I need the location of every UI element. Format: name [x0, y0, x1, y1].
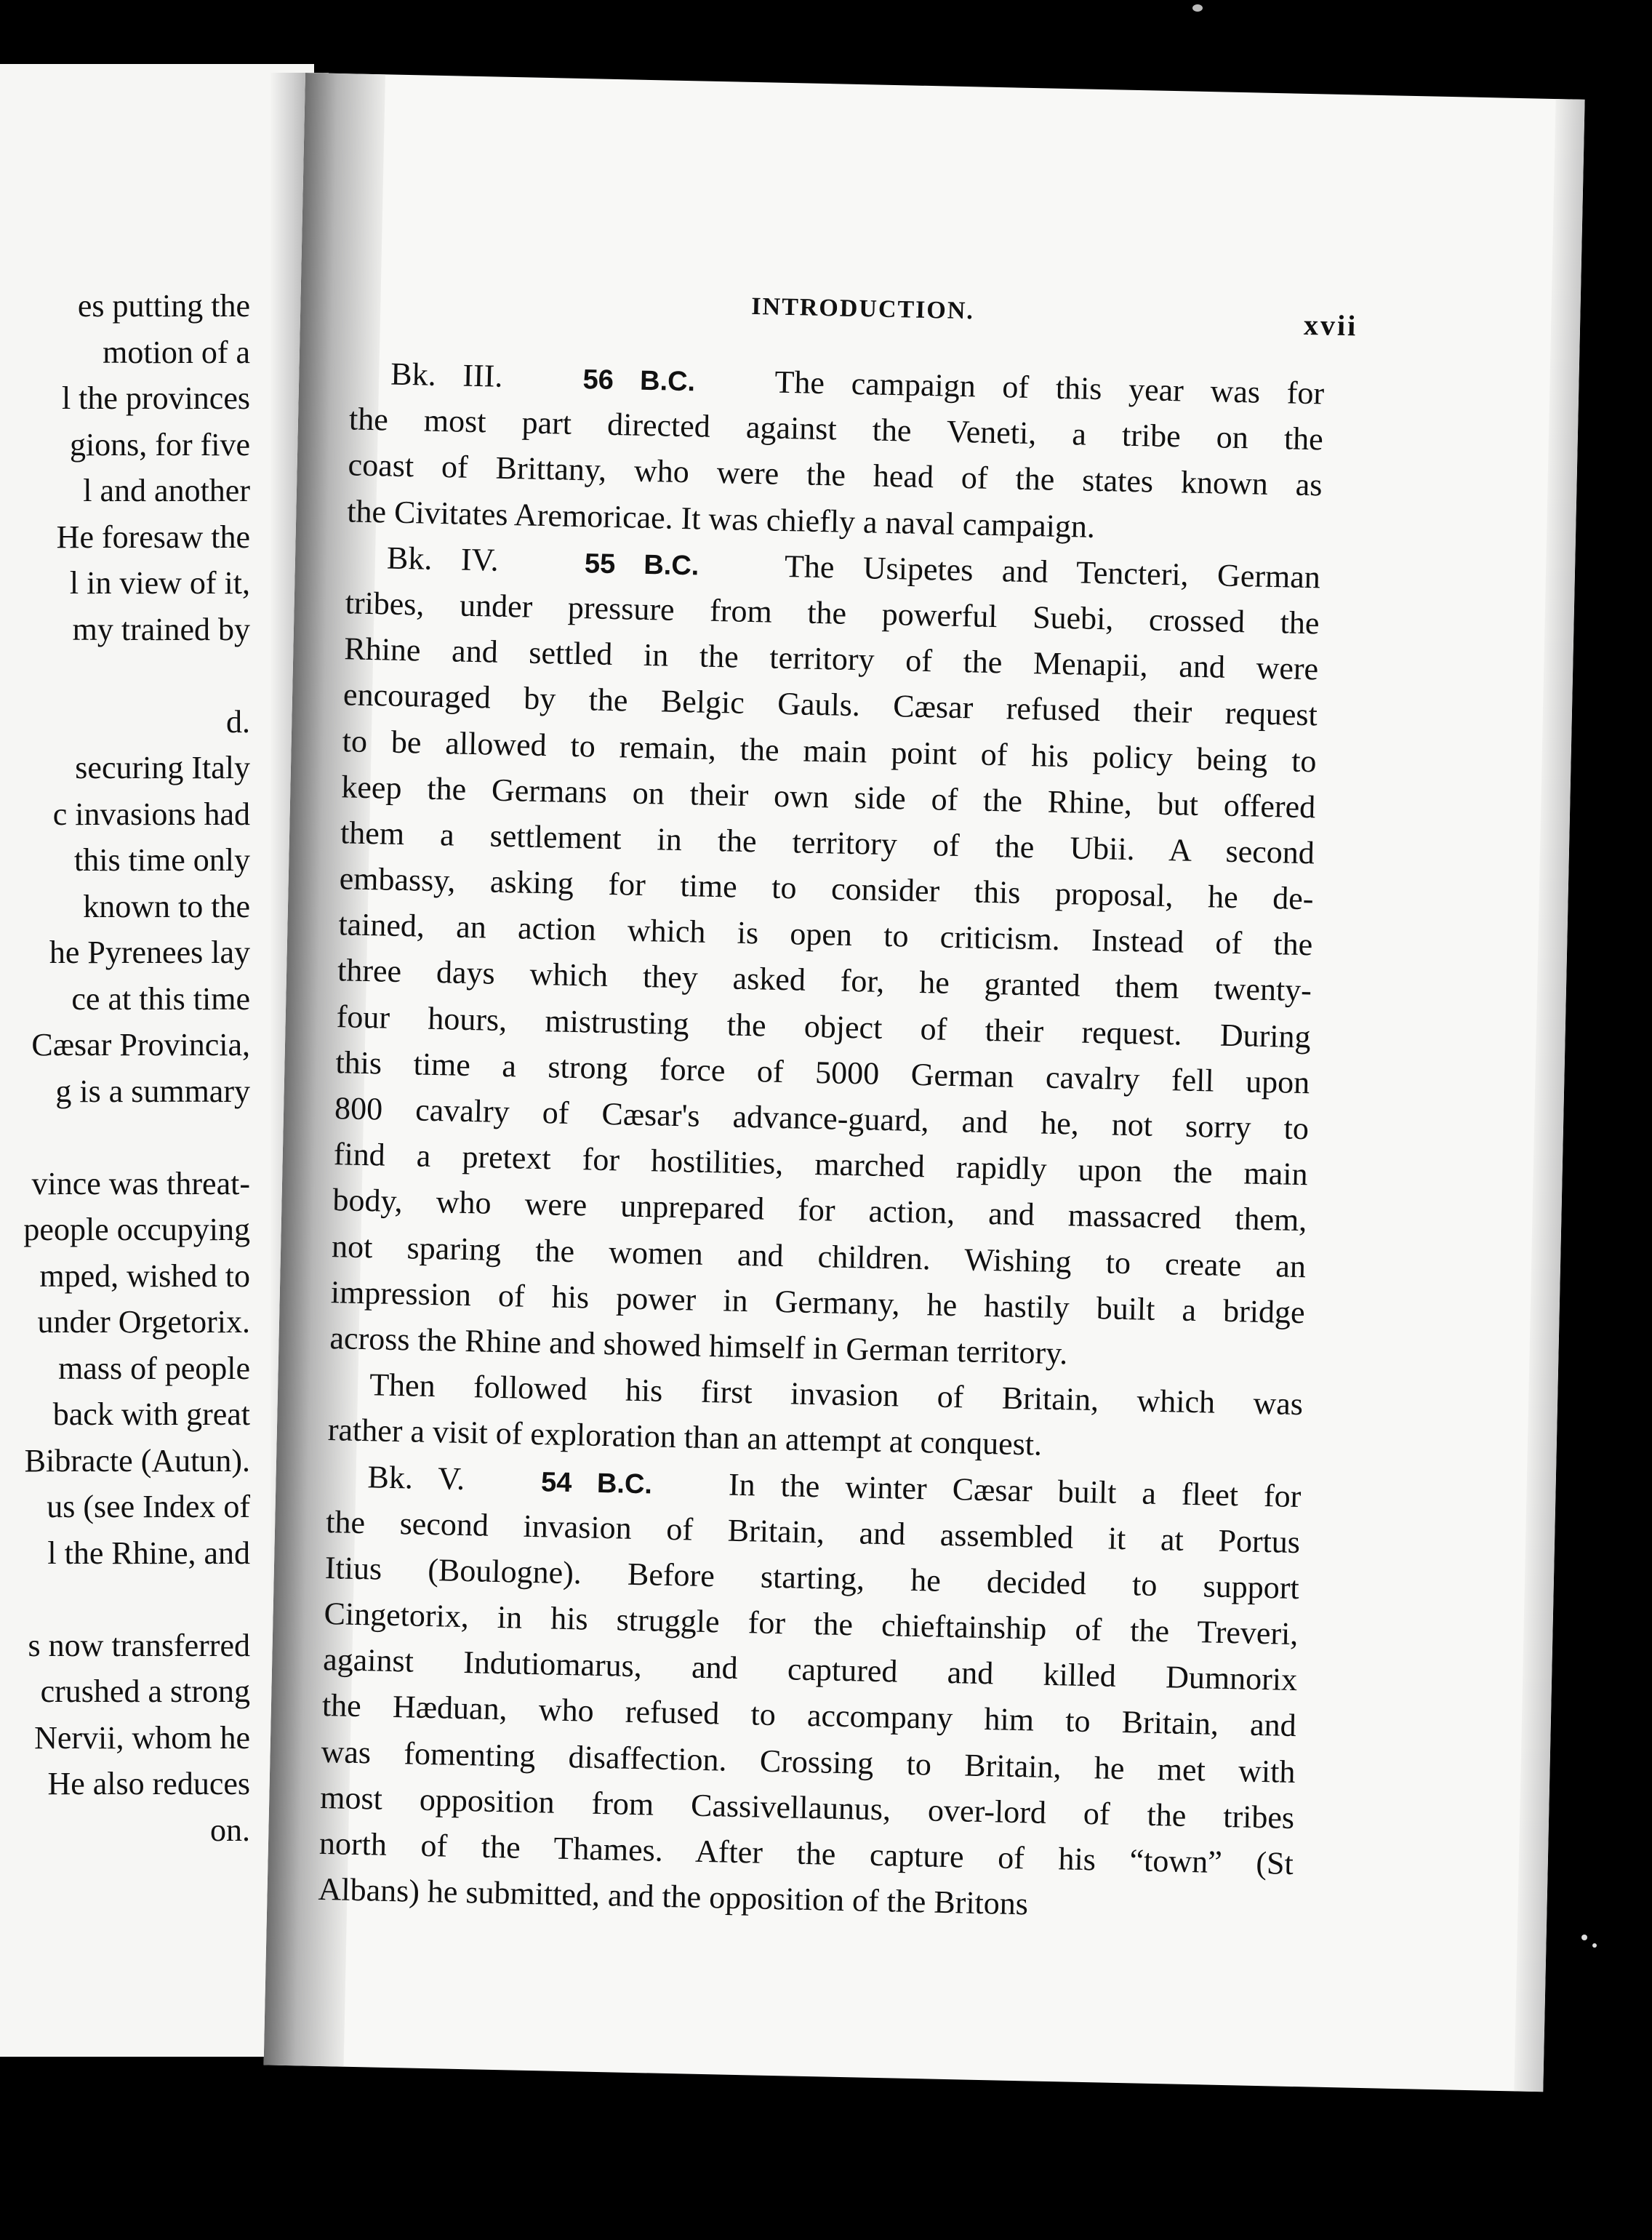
text-line: them a settlement in the territory of the Ubii. A second [340, 815, 1315, 871]
left-page-line: vince was threat- [31, 1165, 250, 1201]
text-line: the second invasion of Britain, and assembled it at Portus [325, 1503, 1301, 1560]
text-line: across the Rhine and showed himself in German territory. [329, 1320, 1068, 1372]
text-line: Cingetorix, in his struggle for the chieftainship of the Treveri, [324, 1596, 1299, 1652]
left-page-line: this time only [74, 842, 250, 878]
left-page-line: l and another [83, 473, 250, 508]
left-page-line: mass of people [58, 1350, 250, 1386]
left-page-line: he Pyrenees lay [49, 935, 250, 970]
text-line: most opposition from Cassivellaunus, over-lord of the tribes [319, 1779, 1295, 1836]
text-line: against Indutiomarus, and captured and killed Dumnorix [322, 1641, 1298, 1698]
text-line: tained, an action which is open to criticism. Instead of the [337, 906, 1313, 963]
left-page-line: l the provinces [61, 380, 250, 416]
date-marker: 56 B.C. [582, 364, 696, 398]
text-line: rather a visit of exploration than an attempt at conquest. [327, 1412, 1043, 1463]
body-text [318, 350, 1325, 1932]
running-head [751, 292, 1537, 343]
text-line: body, who were unprepared for action, and massacred them, [332, 1182, 1307, 1239]
date-marker: 54 B.C. [540, 1466, 653, 1500]
text-line: keep the Germans on their own side of the Rhine, but offered [340, 768, 1316, 825]
text-line: find a pretext for hostilities, marched rapidly upon the main [333, 1136, 1309, 1193]
text-line: Albans) he submitted, and the opposition of the Britons [318, 1871, 1029, 1922]
left-page [0, 64, 314, 2057]
left-page-line: under Orgetorix. [37, 1304, 250, 1340]
left-page-line: Bibracte (Autun). [24, 1442, 250, 1479]
left-page-line: crushed a strong [40, 1673, 250, 1709]
text-line: was fomenting disaffection. Crossing to Britain, he met with [321, 1733, 1296, 1790]
text-line: north of the Thames. After the capture of his “town” (St [318, 1825, 1294, 1881]
left-page-line: g is a summary [55, 1073, 250, 1109]
scan-speck [1581, 1935, 1587, 1940]
left-page-line: my trained by [72, 611, 250, 647]
text-line: 800 cavalry of Cæsar's advance-guard, and he, not sorry to [334, 1090, 1310, 1147]
scan-speck [1192, 4, 1203, 12]
text-line: the Hæduan, who refused to accompany him to Britain, and [321, 1687, 1297, 1744]
text-line: Then followed his first invasion of Britain, which was [369, 1367, 1304, 1423]
left-page-line: back with great [52, 1396, 250, 1432]
left-page-line: Cæsar Provincia, [31, 1027, 250, 1063]
line-text: The campaign of this year was for [774, 364, 1325, 412]
text-line: four hours, mistrusting the object of their request. During [336, 998, 1312, 1055]
right-page [264, 73, 1585, 2092]
left-page-line: s now transferred [28, 1627, 250, 1663]
text-line: the Civitates Aremoricae. It was chiefly a naval campaign. [346, 492, 1096, 545]
text-line: three days which they asked for, he granted them twenty- [337, 952, 1312, 1009]
left-page-line: ce at this time [71, 980, 250, 1017]
left-page-line: es putting the [77, 288, 250, 324]
left-page-line: He also reduces [47, 1766, 250, 1801]
scan-speck [1592, 1943, 1597, 1948]
left-page-line: c invasions had [52, 796, 250, 832]
text-line: coast of Brittany, who were the head of the states known as [348, 447, 1323, 503]
book-marker: Bk. IV. [386, 540, 500, 578]
book-marker: Bk. III. [390, 356, 503, 394]
line-text: The Usipetes and Tencteri, German [784, 548, 1321, 596]
text-line: tribes, under pressure from the powerful Suebi, crossed the [345, 585, 1320, 641]
left-page-line: mped, wished to [39, 1257, 250, 1294]
left-page-line: He foresaw the [56, 519, 250, 555]
left-page-line: people occupying [23, 1212, 250, 1247]
left-page-line: known to the [83, 888, 250, 924]
right-page-edge [1514, 99, 1584, 2092]
left-page-line: l the Rhine, and [47, 1535, 250, 1571]
running-title: INTRODUCTION. [751, 292, 975, 325]
left-page-line: motion of a [103, 334, 250, 370]
text-line: not sparing the women and children. Wishing to create an [331, 1228, 1307, 1284]
text-line: embassy, asking for time to consider this proposal, he de- [339, 860, 1315, 917]
text-line: the most part directed against the Veneti, a tribe on the [348, 401, 1324, 457]
left-page-line: Nervii, whom he [34, 1719, 250, 1756]
text-line: Itius (Boulogne). Before starting, he decided to support [324, 1549, 1300, 1606]
text-line: encouraged by the Belgic Gauls. Cæsar refused their request [342, 676, 1318, 733]
text-line: to be allowed to remain, the main point of his policy being to [342, 722, 1317, 779]
text-line: Rhine and settled in the territory of the Menapii, and were [343, 631, 1319, 687]
book-marker: Bk. V. [367, 1458, 465, 1497]
left-page-line: us (see Index of [47, 1489, 250, 1524]
line-text: In the winter Cæsar built a fleet for [728, 1466, 1302, 1514]
text-line: this time a strong force of 5000 German cavalry fell upon [335, 1044, 1310, 1101]
left-page-line: d. [226, 703, 250, 740]
left-page-line: on. [210, 1812, 250, 1848]
left-page-line: gions, for five [69, 426, 250, 463]
left-page-line: l in view of it, [69, 565, 250, 601]
date-marker: 55 B.C. [584, 548, 699, 582]
left-page-line: securing Italy [75, 750, 250, 785]
text-line: impression of his power in Germany, he hastily built a bridge [330, 1273, 1306, 1330]
page-number: xvii [1303, 308, 1358, 343]
